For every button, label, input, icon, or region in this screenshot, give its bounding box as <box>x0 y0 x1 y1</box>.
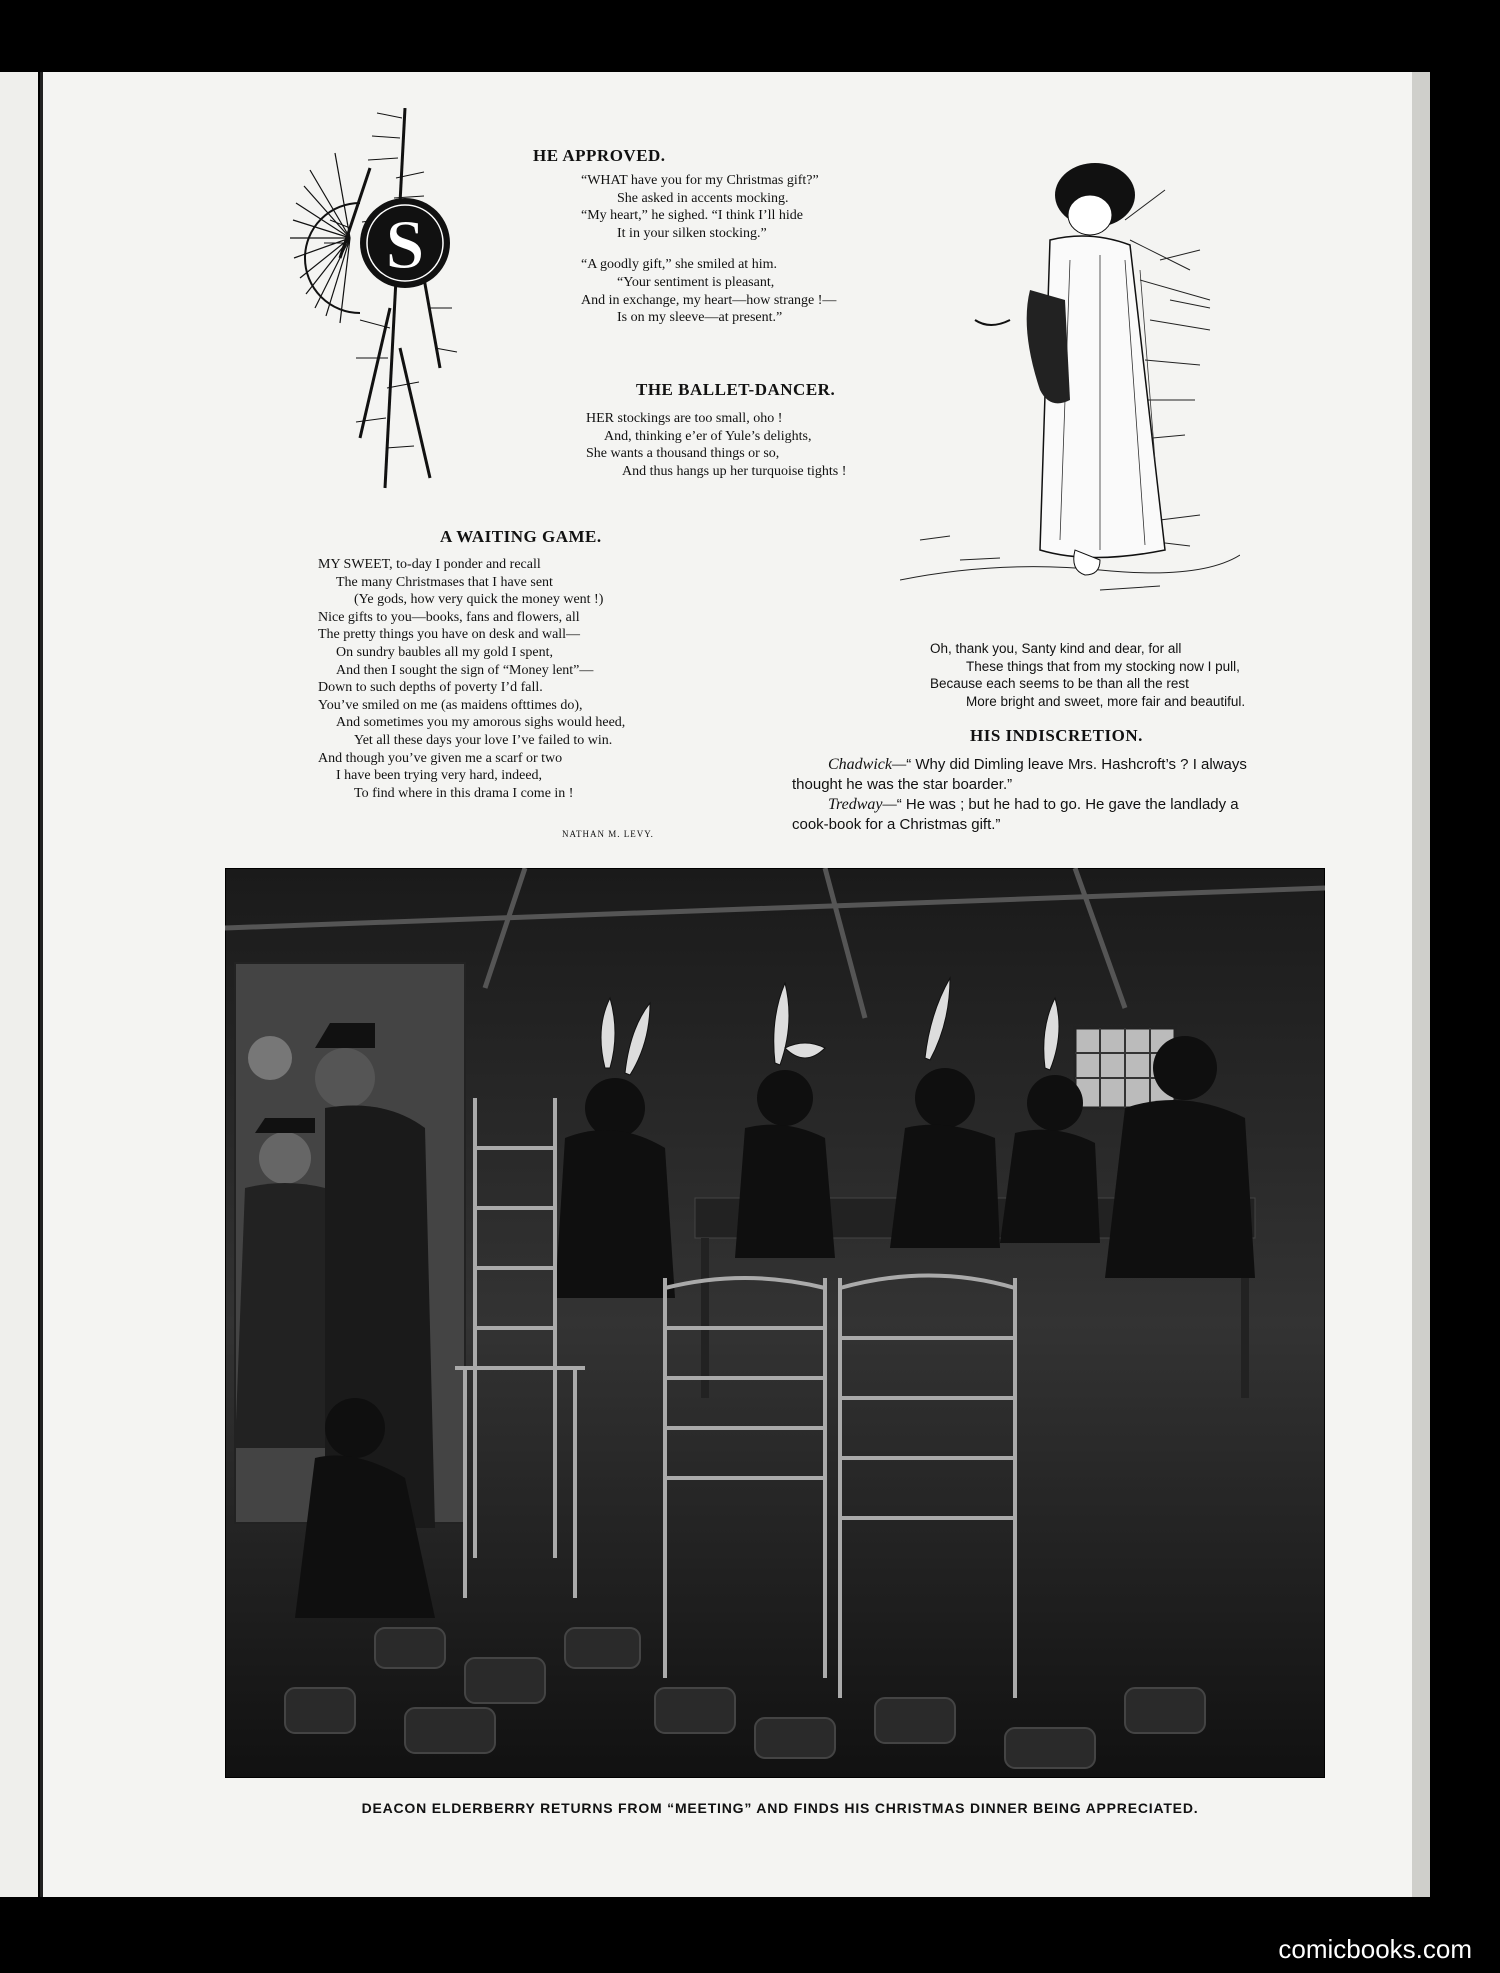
verse-line: (Ye gods, how very quick the money went !) <box>354 592 604 608</box>
verse-line: You’ve smiled on me (as maidens ofttimes do), <box>318 697 583 713</box>
illustration-caption: DEACON ELDERBERRY RETURNS FROM “MEETING” AND FINDS HIS CHRISTMAS DINNER BEING APPRECIATED. <box>361 1800 1199 1816</box>
dialogue-line <box>792 795 1332 815</box>
he-approved-title: HE APPROVED. <box>533 146 666 165</box>
verse-line: And sometimes you my amorous sighs would heed, <box>336 715 626 731</box>
verse-line: The pretty things you have on desk and wall— <box>318 627 581 643</box>
verse-line: She asked in accents mocking. <box>617 190 789 206</box>
he-approved-verse <box>581 172 836 327</box>
verse-line: “Your sentiment is pleasant, <box>617 274 775 290</box>
speaker-name: Chadwick— <box>828 756 907 773</box>
dialogue-line <box>792 755 1332 775</box>
dialogue-text: “ Why did Dimling leave Mrs. Hashcroft’s ? I always <box>906 756 1247 773</box>
stocking-verse <box>930 640 1245 710</box>
verse-line: “WHAT have you for my Christmas gift?” <box>581 173 819 188</box>
verse-line: The many Christmases that I have sent <box>336 574 553 590</box>
verse-line: She wants a thousand things or so, <box>586 446 780 462</box>
verse-line: It in your silken stocking.” <box>617 225 767 241</box>
ballet-dancer-verse <box>586 410 846 480</box>
waiting-game-verse <box>318 556 625 802</box>
verse-line: Because each seems to be than all the rest <box>930 676 1189 692</box>
verse-line: Yet all these days your love I’ve failed to win. <box>354 732 613 748</box>
verse-line: And in exchange, my heart—how strange !— <box>581 292 837 308</box>
verse-line: These things that from my stocking now I pull, <box>966 658 1240 674</box>
dialogue-text: “ He was ; but he had to go. He gave the landlady a <box>896 796 1239 813</box>
verse-line: “My heart,” he sighed. “I think I’ll hide <box>581 208 803 224</box>
verse-line: Oh, thank you, Santy kind and dear, for all <box>930 641 1182 656</box>
site-watermark: comicbooks.com <box>1278 1934 1472 1964</box>
indiscretion-title: HIS INDISCRETION. <box>970 726 1143 745</box>
verse-line: “A goodly gift,” she smiled at him. <box>581 257 777 273</box>
verse-line: To find where in this drama I come in ! <box>354 785 574 801</box>
speaker-name: Tredway— <box>828 796 897 813</box>
verse-line: More bright and sweet, more fair and beautiful. <box>966 693 1246 709</box>
verse-line: And, thinking e’er of Yule’s delights, <box>604 428 812 444</box>
verse-line: Down to such depths of poverty I’d fall. <box>318 680 543 696</box>
dialogue-text: thought he was the star boarder.” <box>792 776 1013 793</box>
verse-line: Is on my sleeve—at present.” <box>617 310 783 326</box>
child-with-stocking-illustration <box>900 160 1240 600</box>
verse-line: And thus hangs up her turquoise tights ! <box>622 463 847 479</box>
left-page-edge <box>0 72 38 1897</box>
dinner-scene-illustration <box>225 868 1325 1778</box>
pine-initial-illustration <box>290 108 520 498</box>
dialogue-text: cook-book for a Christmas gift.” <box>792 816 1001 833</box>
verse-line: On sundry baubles all my gold I spent, <box>336 644 553 660</box>
waiting-game-author: NATHAN M. LEVY. <box>562 829 654 839</box>
waiting-game-title: A WAITING GAME. <box>440 527 602 546</box>
verse-line: HER stockings are too small, oho ! <box>586 411 783 426</box>
ballet-dancer-title: THE BALLET-DANCER. <box>636 380 836 399</box>
svg-text:S: S <box>385 207 425 284</box>
indiscretion-text <box>792 755 1332 835</box>
verse-line: MY SWEET, to-day I ponder and recall <box>318 557 541 572</box>
verse-line: Nice gifts to you—books, fans and flowers, all <box>318 609 580 625</box>
verse-line: And though you’ve given me a scarf or two <box>318 750 563 766</box>
verse-line: And then I sought the sign of “Money lent”— <box>336 662 594 678</box>
verse-line: I have been trying very hard, indeed, <box>336 768 543 784</box>
page-edge-shadow <box>1412 72 1430 1897</box>
